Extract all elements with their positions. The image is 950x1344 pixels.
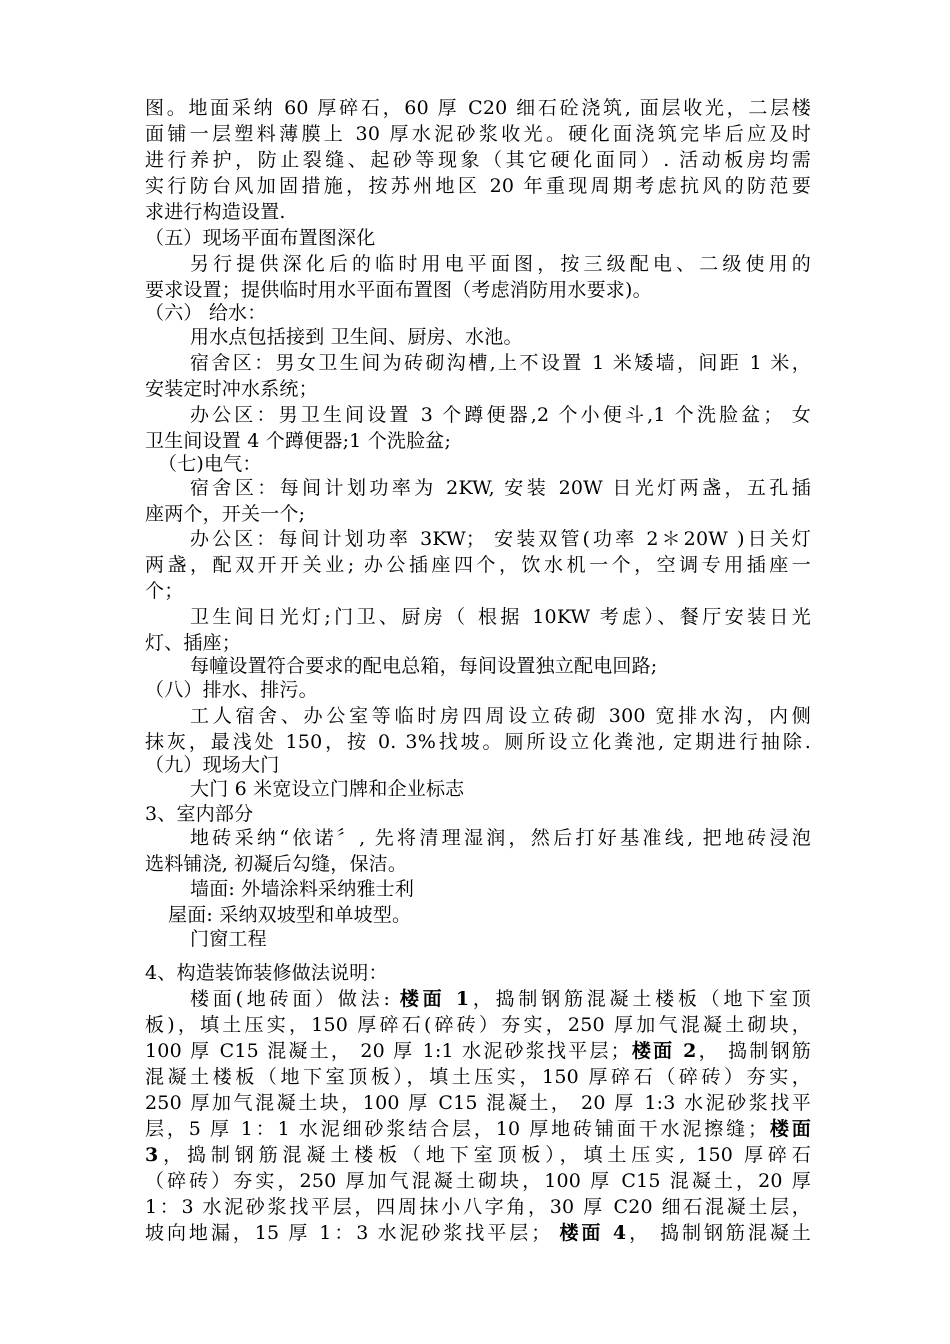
paragraph-line: 宿舍区：男女卫生间为砖砌沟槽,上不设置 1 米矮墙，间距 1 米， bbox=[190, 352, 811, 374]
paragraph-line: 混凝土楼板（地下室顶板），填土压实，150 厚碎石（碎砖）夯实， bbox=[145, 1066, 811, 1088]
paragraph-line: 大门 6 米宽设立门牌和企业标志 bbox=[190, 778, 465, 800]
paragraph-line: 每幢设置符合要求的配电总箱，每间设置独立配电回路; bbox=[190, 655, 658, 677]
section-heading: 3、室内部分 bbox=[145, 803, 254, 825]
paragraph-line: （碎砖）夯实，250 厚加气混凝土砌块，100 厚 C15 混凝土，20 厚 bbox=[145, 1170, 811, 1192]
paragraph-line: 安装定时冲水系统； bbox=[145, 378, 318, 400]
paragraph-line: 板)，填土压实，150 厚碎石(碎砖）夯实，250 厚加气混凝土砌块， bbox=[145, 1014, 811, 1036]
section-heading: （七)电气： bbox=[158, 453, 262, 475]
paragraph-line: 坡向地漏，15 厚 1：3 水泥砂浆找平层； 楼面 4， 捣制钢筋混凝土 bbox=[145, 1222, 811, 1244]
paragraph-line: 座两个，开关一个; bbox=[145, 503, 306, 525]
paragraph-line: 两盏，配双开开关业; 办公插座四个，饮水机一个，空调专用插座一 bbox=[145, 554, 811, 576]
paragraph-line: 屋面: 采纳双坡型和单坡型。 bbox=[168, 904, 412, 926]
bold-label: 楼面 2 bbox=[629, 1040, 697, 1062]
section-heading: 4、构造装饰装修做法说明： bbox=[145, 962, 388, 984]
paragraph-line: 3，捣制钢筋混凝土楼板（地下室顶板），填土压实, 150 厚碎石 bbox=[145, 1144, 811, 1166]
bold-label: 楼面 bbox=[767, 1118, 811, 1140]
paragraph-line: 卫生间日光灯;门卫、厨房（ 根据 10KW 考虑）、餐厅安装日光 bbox=[190, 606, 811, 628]
paragraph-line: 用水点包括接到 卫生间、厨房、水池。 bbox=[190, 326, 523, 348]
section-heading: （八）排水、排污。 bbox=[145, 679, 318, 701]
paragraph-line: 办公区：男卫生间设置 3 个蹲便器,2 个小便斗,1 个洗脸盆； 女 bbox=[190, 404, 811, 426]
paragraph-line: 墙面: 外墙涂料采纳雅士利 bbox=[190, 878, 415, 900]
paragraph-line: 楼面(地砖面）做法: 楼面 1，捣制钢筋混凝土楼板（地下室顶 bbox=[190, 988, 811, 1010]
paragraph-line: 个； bbox=[145, 580, 184, 602]
paragraph-line: 图。地面采纳 60 厚碎石，60 厚 C20 细石砼浇筑, 面层收光，二层楼 bbox=[145, 97, 811, 119]
paragraph-line: 要求设置；提供临时用水平面布置图（考虑消防用水要求)。 bbox=[145, 279, 652, 301]
paragraph-line: 1：3 水泥砂浆找平层，四周抹小八字角，30 厚 C20 细石混凝土层， bbox=[145, 1196, 811, 1218]
bold-label: 楼面 4 bbox=[559, 1222, 627, 1244]
bold-label: 3 bbox=[145, 1144, 159, 1166]
paragraph-line: 抹灰，最浅处 150，按 0. 3%找坡。厕所设立化粪池, 定期进行抽除. bbox=[145, 731, 811, 753]
paragraph-line: 求进行构造设置. bbox=[145, 201, 286, 223]
paragraph-line: 门窗工程 bbox=[190, 928, 267, 950]
paragraph-line: 卫生间设置 4 个蹲便器;1 个洗脸盆; bbox=[145, 430, 452, 452]
paragraph-line: 工人宿舍、办公室等临时房四周设立砖砌 300 宽排水沟，内侧 bbox=[190, 705, 811, 727]
paragraph-line: 面铺一层塑料薄膜上 30 厚水泥砂浆收光。硬化面浇筑完毕后应及时 bbox=[145, 123, 811, 145]
bold-label: 楼面 1 bbox=[399, 988, 470, 1010]
paragraph-line: 地砖采纳“依诺〞, 先将清理湿润，然后打好基准线, 把地砖浸泡 bbox=[190, 827, 811, 849]
paragraph-line: 进行养护，防止裂缝、起砂等现象（其它硬化面同）. 活动板房均需 bbox=[145, 149, 811, 171]
paragraph-line: 办公区：每间计划功率 3KW； 安装双管(功率 2＊20W )日关灯 bbox=[190, 528, 811, 550]
section-heading: （六） 给水： bbox=[145, 302, 267, 324]
paragraph-line: 250 厚加气混凝土块，100 厚 C15 混凝土， 20 厚 1:3 水泥砂浆找平 bbox=[145, 1092, 811, 1114]
paragraph-line: 100 厚 C15 混凝土， 20 厚 1:1 水泥砂浆找平层；楼面 2， 捣制钢筋 bbox=[145, 1040, 811, 1062]
paragraph-line: 另行提供深化后的临时用电平面图，按三级配电、二级使用的 bbox=[190, 253, 811, 275]
paragraph-line: 宿舍区：每间计划功率为 2KW, 安装 20W 日光灯两盏，五孔插 bbox=[190, 477, 811, 499]
paragraph-line: 灯、插座； bbox=[145, 632, 242, 654]
paragraph-line: 层，5 厚 1：1 水泥细砂浆结合层，10 厚地砖铺面干水泥擦缝；楼面 bbox=[145, 1118, 811, 1140]
paragraph-line: 选料铺浇, 初凝后勾缝，保洁。 bbox=[145, 853, 408, 875]
section-heading: （九）现场大门 bbox=[145, 754, 280, 776]
paragraph-line: 实行防台风加固措施，按苏州地区 20 年重现周期考虑抗风的防范要 bbox=[145, 175, 811, 197]
section-heading: （五）现场平面布置图深化 bbox=[145, 227, 376, 249]
